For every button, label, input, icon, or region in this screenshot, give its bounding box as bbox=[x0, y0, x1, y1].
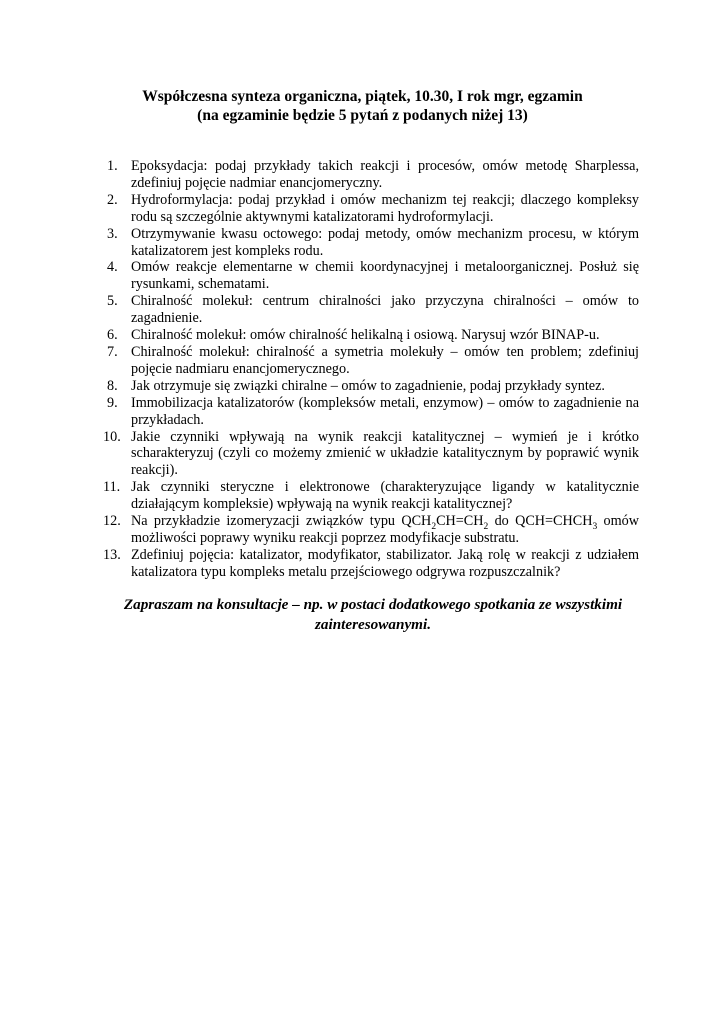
document-title: Współczesna synteza organiczna, piątek, 10.30, I rok mgr, egzamin bbox=[142, 88, 583, 105]
question-item bbox=[0, 158, 639, 192]
question-item bbox=[0, 547, 639, 581]
question-item bbox=[0, 327, 639, 344]
question-number: 6. bbox=[107, 327, 118, 344]
question-item bbox=[0, 378, 639, 395]
subscript: 3 bbox=[592, 521, 598, 532]
question-text: Hydroformylacja: podaj przykład i omów mechanizm tej reakcji; dlaczego kompleksy rodu są szczególnie aktywnymi katalizatorami hydroformylacji. bbox=[131, 191, 639, 225]
question-item bbox=[0, 192, 639, 226]
question-text: Chiralność molekuł: omów chiralność helikalną i osiową. Narysuj wzór BINAP-u. bbox=[131, 327, 600, 344]
question-text: Otrzymywanie kwasu octowego: podaj metody, omów mechanizm procesu, w którym katalizatorem jest kompleks rodu. bbox=[131, 225, 639, 259]
question-number: 7. bbox=[107, 343, 118, 360]
question-number: 1. bbox=[107, 158, 118, 174]
question-number: 2. bbox=[107, 191, 118, 208]
question-text: Omów reakcje elementarne w chemii koordynacyjnej i metaloorganicznej. Posłuż się rysunkami, schematami. bbox=[131, 259, 639, 293]
question-text: Zdefiniuj pojęcia: katalizator, modyfikator, stabilizator. Jaką rolę w reakcji z udziałem katalizatora typu kompleks metalu przejściowego odgrywa rozpuszczalnik? bbox=[131, 546, 639, 580]
subscript: 2 bbox=[483, 521, 489, 532]
question-text-part: omów możliwości poprawy wyniku reakcji poprzez modyfikacje substratu. bbox=[131, 513, 639, 546]
question-item bbox=[0, 513, 639, 547]
question-text-part: do QCH=CHCH bbox=[488, 513, 593, 530]
question-number: 8. bbox=[107, 377, 118, 394]
question-text-part: Na przykładzie izomeryzacji związków typu QCH bbox=[131, 513, 432, 530]
question-text: Jakie czynniki wpływają na wynik reakcji katalitycznej – wymień je i krótko scharakteryzuj (czyli co możemy zmienić w układzie katalitycznym by poprawić wynik reakcji). bbox=[131, 428, 639, 479]
question-item bbox=[0, 226, 639, 260]
question-item bbox=[0, 429, 639, 480]
question-number: 11. bbox=[103, 479, 121, 496]
question-item bbox=[0, 293, 639, 327]
question-item bbox=[0, 479, 639, 513]
question-number: 3. bbox=[107, 225, 118, 242]
subscript: 2 bbox=[431, 521, 437, 532]
question-text: Chiralność molekuł: chiralność a symetria molekuły – omów ten problem; zdefiniuj pojęcie nadmiaru enancjomerycznego. bbox=[131, 343, 639, 377]
question-text: Jak czynniki steryczne i elektronowe (charakteryzujące ligandy w katalitycznie działającym kompleksie) wpływają na wynik reakcji katalitycznej? bbox=[131, 479, 639, 513]
question-number: 4. bbox=[107, 259, 118, 276]
question-text-part: CH=CH bbox=[436, 513, 484, 530]
question-item bbox=[0, 395, 639, 429]
consultation-note: Zapraszam na konsultacje – np. w postaci dodatkowego spotkania ze wszystkimi zainteresowanymi. bbox=[123, 596, 623, 633]
question-number: 13. bbox=[103, 546, 121, 563]
question-number: 10. bbox=[103, 428, 121, 445]
question-number: 9. bbox=[107, 394, 118, 411]
question-text: Jak otrzymuje się związki chiralne – omów to zagadnienie, podaj przykłady syntez. bbox=[131, 377, 605, 394]
question-list bbox=[0, 158, 725, 581]
question-text: Epoksydacja: podaj przykłady takich reakcji i procesów, omów metodę Sharplessa, zdefiniuj pojęcie nadmiar enancjomeryczny. bbox=[131, 158, 639, 191]
document-subtitle: (na egzaminie będzie 5 pytań z podanych niżej 13) bbox=[197, 107, 528, 124]
question-item bbox=[0, 344, 639, 378]
question-item bbox=[0, 259, 639, 293]
question-number: 12. bbox=[103, 513, 121, 530]
question-text: Immobilizacja katalizatorów (kompleksów metali, enzymow) – omów to zagadnienie na przykładach. bbox=[131, 394, 639, 428]
question-text: Chiralność molekuł: centrum chiralności jako przyczyna chiralności – omów to zagadnienie. bbox=[131, 293, 639, 327]
question-number: 5. bbox=[107, 293, 118, 310]
question-text bbox=[131, 513, 639, 547]
